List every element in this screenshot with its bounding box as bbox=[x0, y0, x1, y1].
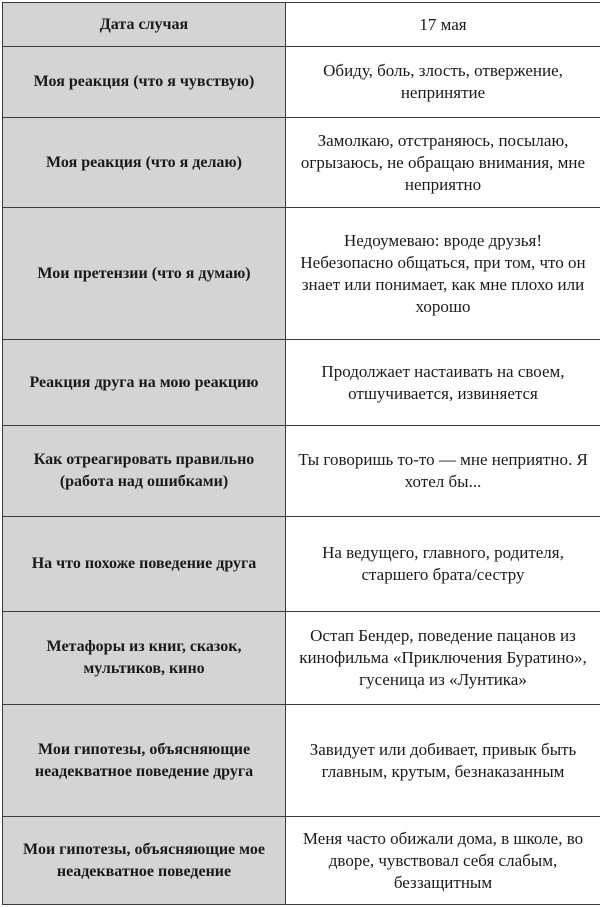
row-value: Остап Бендер, поведение пацанов из кинофильма «Приключения Буратино», гусеница из «Лунтика» bbox=[286, 612, 600, 705]
row-label: Моя реакция (что я чувствую) bbox=[3, 47, 286, 118]
row-label: Дата случая bbox=[3, 3, 286, 47]
row-label: На что похоже поведение друга bbox=[3, 517, 286, 612]
table-row bbox=[3, 612, 600, 705]
table-row bbox=[3, 3, 600, 47]
reaction-analysis-table bbox=[2, 2, 600, 905]
table-row bbox=[3, 47, 600, 118]
row-value: 17 мая bbox=[286, 3, 600, 47]
table-row bbox=[3, 118, 600, 208]
row-value: Недоумеваю: вроде друзья! Небезопасно общаться, при том, что он знает или понимает, как мне плохо или хорошо bbox=[286, 208, 600, 340]
row-value: Замолкаю, отстраняюсь, посылаю, огрызаюсь, не обращаю внимания, мне неприятно bbox=[286, 118, 600, 208]
row-label: Моя реакция (что я делаю) bbox=[3, 118, 286, 208]
row-label: Метафоры из книг, сказок, мультиков, кино bbox=[3, 612, 286, 705]
row-label: Как отреагировать правильно (работа над ошибками) bbox=[3, 426, 286, 517]
row-label: Мои гипотезы, объясняющие мое неадекватное поведение bbox=[3, 817, 286, 905]
row-label: Реакция друга на мою реакцию bbox=[3, 340, 286, 426]
row-label: Мои гипотезы, объясняющие неадекватное поведение друга bbox=[3, 705, 286, 817]
table-row bbox=[3, 208, 600, 340]
table-row bbox=[3, 340, 600, 426]
table-row bbox=[3, 817, 600, 905]
table-row bbox=[3, 426, 600, 517]
row-label: Мои претензии (что я думаю) bbox=[3, 208, 286, 340]
table-row bbox=[3, 705, 600, 817]
row-value: Меня часто обижали дома, в школе, во дворе, чувствовал себя слабым, беззащитным bbox=[286, 817, 600, 905]
table-row bbox=[3, 517, 600, 612]
row-value: Обиду, боль, злость, отвержение, непринятие bbox=[286, 47, 600, 118]
row-value: На ведущего, главного, родителя, старшего брата/сестру bbox=[286, 517, 600, 612]
row-value: Завидует или добивает, привык быть главным, крутым, безнаказанным bbox=[286, 705, 600, 817]
row-value: Ты говоришь то-то — мне неприятно. Я хотел бы... bbox=[286, 426, 600, 517]
row-value: Продолжает настаивать на своем, отшучивается, извиняется bbox=[286, 340, 600, 426]
